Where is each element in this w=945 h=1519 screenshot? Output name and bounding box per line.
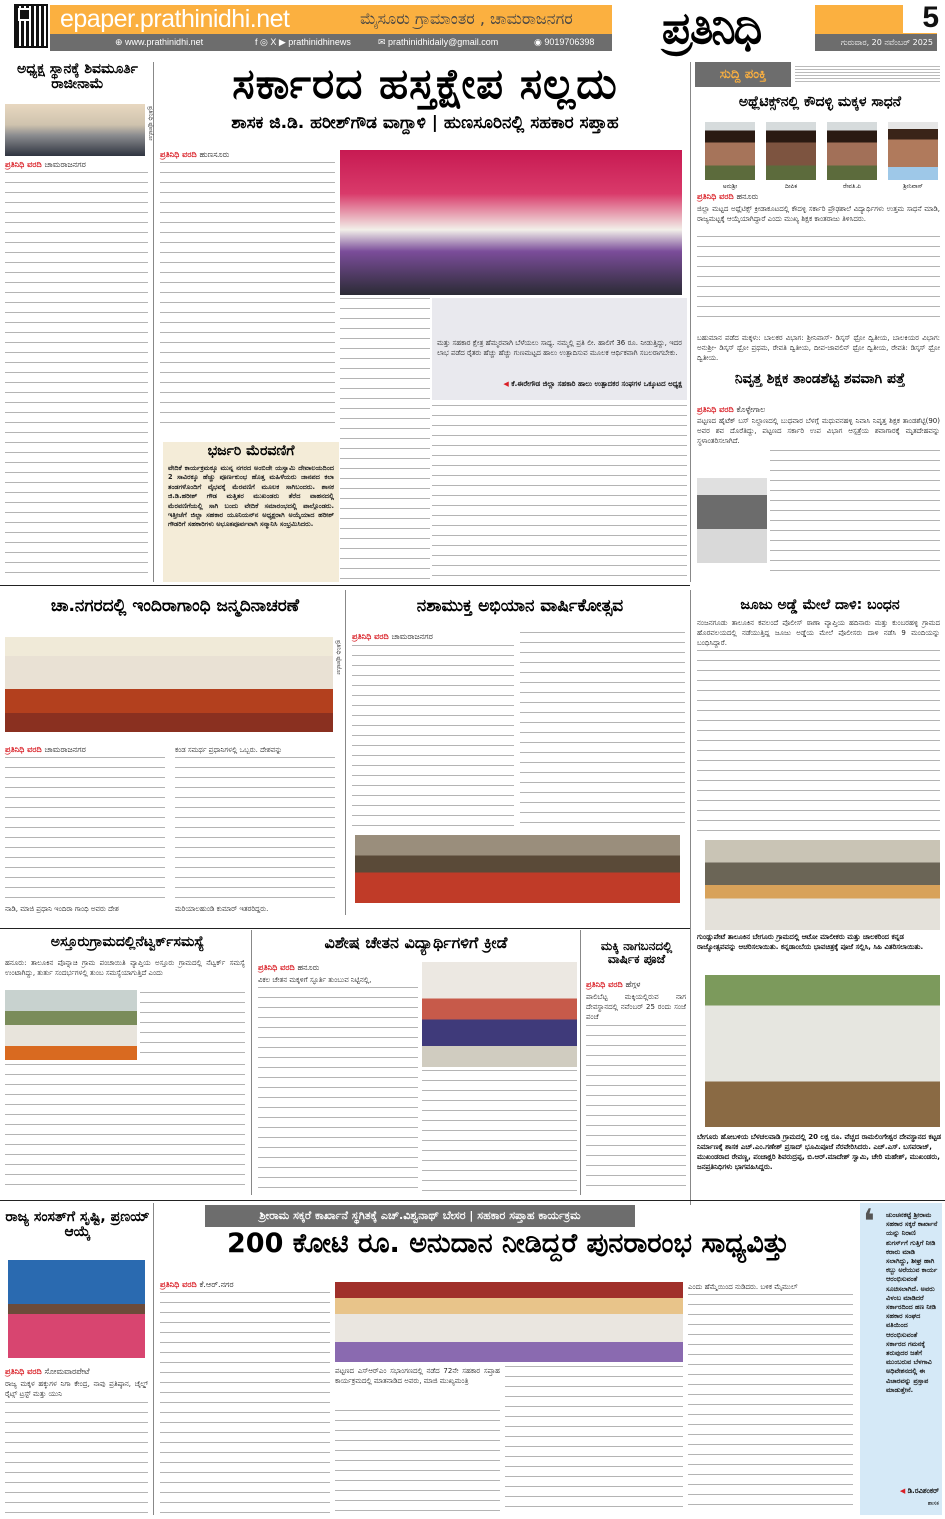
sports-headline[interactable]: ವಿಶೇಷ ಚೇತನ ವಿದ್ಯಾರ್ಥಿಗಳಿಗೆ ಕ್ರೀಡೆ — [324, 933, 508, 952]
sugar-photo — [335, 1282, 683, 1362]
byline-name: ಪ್ರತಿನಿಧಿ ವರದಿ — [5, 160, 42, 169]
sugar-body-col4 — [688, 1294, 853, 1514]
name-caption: ಶ್ರೀನಿವಾಸ್ — [903, 183, 923, 190]
sugar-text: ಪಟ್ಟಣದ ಎಸ್‌ಆರ್‌ಎಂ ಸಭಾಂಗಣದಲ್ಲಿ ನಡೆದ 72ನೇ ಸಹಕಾರ ಸಪ್ತಾಹ ಕಾರ್ಯಕ್ರಮದಲ್ಲಿ ಮಾತನಾಡಿದ ಅವರು, ಮಾಜಿ ಮುಖ್ಯಮಂತ್ರಿ — [335, 1367, 500, 1386]
mp-text: ರಾಜ್ಯ ಮಕ್ಕಳ ಹಕ್ಕುಗಳ ನಿಗಾ ಕೇಂದ್ರ, ನಾವು ಪ್ರತಿಷ್ಠಾನ, ಚೈಲ್ಡ್ ರೈಟ್ಸ್ ಟ್ರಸ್ಟ್ ಮತ್ತು ಯುನಿ — [5, 1380, 148, 1399]
sports-photo — [422, 962, 577, 1067]
name-caption: ರೇವತಿ.ಪಿ — [843, 183, 861, 190]
photo-revathi — [827, 122, 877, 180]
byline-name: ಪ್ರತಿನಿಧಿ ವರದಿ — [586, 980, 623, 989]
mp-photo — [8, 1260, 145, 1358]
sugar-body-col3 — [505, 1366, 683, 1514]
network-headline[interactable]: ಅಸ್ತೂರುಗ್ರಾಮದಲ್ಲಿನೆಟ್ವರ್ಕ್‌ಸಮಸ್ಯೆ — [50, 934, 205, 950]
indira-photo — [5, 637, 333, 732]
byline — [352, 632, 433, 642]
sports-body-col1 — [258, 987, 418, 1192]
kannada-photo — [705, 840, 940, 930]
death-text: ಪಟ್ಟಣದ ಹೈಟೆಕ್ ಬಸ್ ನಿಲ್ದಾಣದಲ್ಲಿ ಬುಧವಾರ ಬೆಳಗ್ಗೆ ಮಧುವನಹಳ್ಳಿ ನಿವಾಸಿ ನಿವೃತ್ತ ಶಿಕ್ಷಕ ತಾಂಡಶೆಟ್ಟಿ(90) ಅವರ ಶವ ದೊರೆತಿದ್ದು, ಪಟ್ಟಣದ ಸರ್ಕಾರಿ ಉಪ ವಿಭಾಗ ಆಸ್ಪತ್ರೆಯ ಶವಾಗಾರಕ್ಕೆ ಮೃತದೇಹವನ್ನು ಸ್ಥಳಾಂತರಿಸಲಾಗಿದೆ. — [697, 417, 940, 446]
column-divider — [580, 930, 581, 1195]
gamble-text: ನಂಜನಗೂಡು ತಾಲೂಕಿನ ಕವಲಂದೆ ಪೊಲೀಸ್ ಠಾಣಾ ವ್ಯಾಪ್ತಿಯ ಹದಿನಾರು ಮತ್ತು ಕುಂಬರಹಳ್ಳಿ ಗ್ರಾಮದ ಹೊರವಲಯದಲ್ಲಿ ನಡೆಯುತ್ತಿದ್ದ ಜೂಜು ಅಡ್ಡೆಯ ಮೇಲೆ ಪೊಲೀಸರು ದಾಳಿ ನಡೆಸಿ 9 ಮಂದಿಯನ್ನು ಬಂಧಿಸಿದ್ದಾರೆ. — [697, 619, 940, 648]
newspaper-logo: ಪ್ರತಿನಿಧಿ — [661, 3, 761, 54]
name-caption: ದೀಪಿಕ — [784, 183, 798, 190]
sugar-body-col2 — [335, 1410, 500, 1514]
photo-deceased — [697, 478, 767, 563]
gamble-headline[interactable]: ಜೂಜು ಅಡ್ಡೆ ಮೇಲೆ ದಾಳಿ: ಬಂಧನ — [740, 597, 900, 613]
dateline: ಚಾಮರಾಜನಗರ — [44, 160, 86, 169]
byline-name: ಪ್ರತಿನಿಧಿ ವರದಿ — [160, 1280, 197, 1289]
dateline: ಹನೂರು — [297, 963, 320, 972]
athletics-text: ಜಿಲ್ಲಾ ಮಟ್ಟದ ಅಥ್ಲೆಟಿಕ್ಸ್ ಕ್ರೀಡಾಕೂಟದಲ್ಲಿ ಕೌದಳ್ಳಿ ಸರ್ಕಾರಿ ಪ್ರೌಢಶಾಲೆ ವಿದ್ಯಾರ್ಥಿಗಳು ಉತ್ತಮ ಸಾಧನೆ ಮಾಡಿ, ರಾಜ್ಯಮಟ್ಟಕ್ಕೆ ಆಯ್ಕೆಯಾಗಿದ್ದಾರೆ ಎಂದು ಮುಖ್ಯ ಶಿಕ್ಷಕ ಕಾಂತರಾಜು ತಿಳಿಸಿದರು. — [697, 205, 940, 224]
story-body — [5, 172, 148, 580]
byline-name: ಪ್ರತಿನಿಧಿ ವರದಿ — [697, 192, 734, 201]
pull-quote-author — [437, 380, 682, 389]
dateline: ಕೊಳ್ಳೇಗಾಲ — [736, 405, 766, 414]
byline-name: ಪ್ರತಿನಿಧಿ ವರದಿ — [697, 405, 734, 414]
dateline: ಹನೂರು — [736, 192, 759, 201]
byline-name: ಪ್ರತಿನಿಧಿ ವರದಿ — [160, 150, 197, 159]
pointer-icon: ◀ — [503, 380, 509, 388]
naga-headline[interactable]: ಮಕ್ಕಿ ನಾಗಬನದಲ್ಲಿ ವಾರ್ಷಿಕ ಪೂಜೆ — [600, 939, 673, 966]
network-body-col — [140, 992, 245, 1062]
dateline: ಹೆಗ್ಗಳ — [625, 980, 641, 989]
athletics-headline[interactable]: ಅಥ್ಲೆಟಿಕ್ಸ್‌ನಲ್ಲಿ ಕೌದಳ್ಳಿ ಮಕ್ಕಳ ಸಾಧನೆ — [738, 94, 902, 110]
byline-name: ಪ್ರತಿನಿಧಿ ವರದಿ — [352, 632, 389, 641]
byline — [586, 980, 640, 990]
byline — [697, 192, 758, 202]
social-handle[interactable]: f ◎ X ▶ prathinidhinews — [255, 37, 351, 47]
byline-name: ಪ್ರತಿನಿಧಿ ವರದಿ — [5, 745, 42, 754]
sugar-text-col4: ಎಂದು ಹೆಮ್ಮೆಯಿಂದ ನುಡಿದರು. ಬಳಿಕ ಮೈಮುಲ್ — [688, 1283, 798, 1291]
death-body — [770, 450, 940, 580]
page-number: 5 — [903, 1, 943, 33]
section-divider — [0, 928, 690, 929]
byline — [258, 963, 319, 973]
indira-end: ನಾಡಿ, ಮಾಜಿ ಪ್ರಧಾನಿ ಇಂದಿರಾ ಗಾಂಧಿ ಅವರು ದೇಶ — [5, 905, 119, 913]
athletics-winners: ಬಹುಮಾನ ಪಡೆದ ಮಕ್ಕಳು: ಬಾಲಕರ ವಿಭಾಗ: ಶ್ರೀನಿವಾಸ್- ಡಿಸ್ಕಸ್ ಥ್ರೋ ದ್ವಿತೀಯ, ಬಾಲಕಿಯರ ವಿಭಾಗ: ಅನುಶ್ರೀ- ಡಿಸ್ಕಸ್ ಥ್ರೋ ಪ್ರಥಮ, ರೇವತಿ ದ್ವಿತೀಯ, ದೀಪ-ಜಾವಲಿನ್ ಥ್ರೋ ದ್ವಿತೀಯ, ರೇವತಿ: ಡಿಸ್ಕಸ್ ಥ್ರೋ ದ್ವಿತೀಯ. — [697, 334, 940, 363]
dateline: ಹುಣಸೂರು — [199, 150, 230, 159]
temple-photo — [705, 975, 940, 1127]
side-quote-role: ಶಾಸಕ — [927, 1500, 939, 1507]
athletics-body — [697, 236, 940, 326]
network-body — [5, 1064, 245, 1192]
side-quote-text: ಚುಂಚನಕಟ್ಟೆ ಶ್ರೀರಾಮ ಸಹಕಾರ ಸಕ್ಕರೆ ಕಾರ್ಖಾನೆ ಯನ್ನು ನಿರಾಣಿ ಶುಗರ್ಸ್‌ಗೆ ಗುತ್ತಿಗೆ ನೀಡಿ ಕರಾರು ಮಾಡಿ ಸಲಾಗಿದ್ದು, ಶೀಘ್ರ ಹಾಗಿ ಕಬ್ಬು ಅರೆಯುವ ಕಾರ್ಯ ಆರಂಭಿಸುವಂತೆ ಸೂಚಿಸಲಾಗಿದೆ. ಅವರು ವಿಳಂಬ ಮಾಡಿದರೆ ಸರ್ಕಾರದಿಂದ ಹಣ ನೀಡಿ ಸಹಕಾರ ಸಂಘದ ವತಿಯಿಂದ ಆರಂಭಿಸುವಂತೆ ಸರ್ಕಾರದ ಗಮನಕ್ಕೆ ತರುವುದರ ಜತೆಗೆ ಮುಂಬರುವ ಬೆಳಗಾವಿ ಅಧಿವೇಶನದಲ್ಲಿ ಈ ವಿಚಾರವನ್ನು ಪ್ರಸ್ತಾಪ ಮಾಡುತ್ತೇನೆ. — [886, 1211, 938, 1394]
sports-body-col2 — [422, 1070, 577, 1192]
pointer-icon: ◀ — [899, 1487, 906, 1495]
column-divider — [690, 590, 691, 1205]
drug-body-col1 — [352, 645, 514, 830]
mp-headline[interactable]: ರಾಜ್ಯ ಸಂಸತ್‌ಗೆ ಸೃಷ್ಟಿ, ಪ್ರಣಯ್ ಆಯ್ಕೆ — [5, 1209, 150, 1240]
dateline: ಸೋಮವಾರಪೇಟೆ — [44, 1367, 90, 1376]
sports-text: ವಿಕಲ ಚೇತನ ಮಕ್ಕಳಿಗೆ ಸ್ಫೂರ್ತಿ ತುಂಬುವ ನಿಟ್ಟಿನಲ್ಲಿ, — [258, 976, 372, 984]
edition-label: ಮೈಸೂರು ಗ್ರಾಮಾಂತರ , ಚಾಮರಾಜನಗರ — [360, 9, 573, 28]
photo-resignation — [5, 104, 145, 156]
network-photo — [5, 990, 137, 1060]
section-tag-label: ಸುದ್ದಿ ಪಂಕ್ತಿ — [719, 67, 767, 82]
section-divider — [0, 1200, 945, 1201]
byline-name: ಪ್ರತಿನಿಧಿ ವರದಿ — [258, 963, 295, 972]
photo-deepika — [766, 122, 816, 180]
mp-body — [5, 1402, 148, 1514]
email-link[interactable]: ✉ prathinidhidaily@gmail.com — [378, 37, 499, 47]
drug-body-col2 — [520, 632, 685, 830]
gamble-body — [697, 650, 940, 835]
photo-srinivas — [888, 122, 938, 180]
pull-quote-box — [432, 298, 687, 400]
author-name: ಡಿ.ರವಿಶಂಕರ್ — [907, 1487, 939, 1495]
side-quote-box — [860, 1203, 942, 1515]
side-quote-author — [864, 1487, 939, 1496]
column-divider — [153, 1203, 154, 1515]
lead-photo — [340, 150, 682, 295]
author-name: ಕೆ.ಈರೇಗೌಡ ಜಿಲ್ಲಾ ಸಹಕಾರಿ ಹಾಲು ಉತ್ಪಾದಕರ ಸಂಘಗಳ ಒಕ್ಕೂಟದ ಅಧ್ಯಕ್ಷ — [511, 380, 682, 388]
byline — [5, 1367, 90, 1377]
byline — [5, 745, 86, 755]
indira-body-col2 — [175, 757, 335, 901]
column-divider — [251, 930, 252, 1195]
lead-subhead: ಶಾಸಕ ಜಿ.ಡಿ. ಹರೀಶ್‌ಗೌಡ ವಾಗ್ದಾಳಿ | ಹುಣಸೂರಿನಲ್ಲಿ ಸಹಕಾರ ಸಪ್ತಾಹ — [231, 113, 619, 133]
lead-body-col3 — [432, 405, 687, 580]
byline — [160, 1280, 234, 1290]
phone-number: ◉ 9019706398 — [534, 37, 595, 47]
photo-credit: ಪ್ರತಿನಿಧಿ ಫೋಟೋ — [335, 640, 342, 675]
lead-headline[interactable]: ಸರ್ಕಾರದ ಹಸ್ತಕ್ಷೇಪ ಸಲ್ಲದು — [232, 59, 618, 108]
network-text: ಹನೂರು: ತಾಲೂಕಿನ ಪೊನ್ನಾಚಿ ಗ್ರಾಮ ಪಂಚಾಯಿತಿ ವ್ಯಾಪ್ತಿಯ ಅಸ್ತೂರು ಗ್ರಾಮದಲ್ಲಿ ನೆಟ್ವರ್ಕ್ ಸಮಸ್ಯೆ ಉಂಟಾಗಿದ್ದು, ತುರ್ತು ಸಂದರ್ಭಗಳಲ್ಲಿ ತುಂಬ ಸಮಸ್ಯೆಯಾಗುತ್ತಿದೆ ಎಂದು — [5, 959, 245, 978]
photo-credit: ಪ್ರತಿನಿಧಿ ಫೋಟೋ — [147, 106, 154, 141]
sugar-headline[interactable]: 200 ಕೋಟಿ ರೂ. ಅನುದಾನ ನೀಡಿದ್ದರೆ ಪುನರಾರಂಭ ಸಾಧ್ಯವಿತ್ತು — [227, 1228, 789, 1259]
lead-body-col2 — [340, 298, 430, 580]
indira-end: ಮರಿಯಾಲಹುಂಡಿ ಕುಮಾರ್ ಇತರರಿದ್ದರು. — [175, 905, 269, 913]
lead-body-col1 — [160, 162, 335, 432]
byline — [5, 160, 86, 170]
naga-text: ಪಾಲಿಬೆಟ್ಟ ಮಕ್ಕಿಯಲ್ಲಿರುವ ನಾಗ ದೇವಸ್ಥಾನದಲ್ಲಿ ನವೆಂಬರ್ 25 ರಂದು ಸಂಜೆ ಪಂಚೆ — [586, 993, 686, 1022]
byline — [697, 405, 765, 415]
procession-box — [163, 442, 339, 582]
section-divider — [0, 585, 690, 586]
pull-quote-text: ಮತ್ತು ಸಹಕಾರ ಕ್ಷೇತ್ರ ಹೆಮ್ಮರವಾಗಿ ಬೆಳೆಯಲು ಸಾಧ್ಯ. ನಮ್ಮಲ್ಲಿ ಪ್ರತಿ ಲೀ. ಹಾಲಿಗೆ 36 ರೂ. ನೀಡುತ್ತಿದ್ದು, ಇದರ ಲಾಭ ಪಡೆದ ರೈತರು ಹೆಚ್ಚು ಹೆಚ್ಚು ಗುಣಮಟ್ಟದ ಹಾಲು ಉತ್ಪಾದಿಸುವ ಮೂಲಕ ಆರ್ಥಿಕವಾಗಿ ಸಬಲರಾಗಬೇಕು. — [437, 339, 682, 358]
drug-headline[interactable]: ನಶಾಮುಕ್ತ ಅಭಿಯಾನ ವಾರ್ಷಿಕೋತ್ಸವ — [416, 596, 624, 616]
byline-name: ಪ್ರತಿನಿಧಿ ವರದಿ — [5, 1367, 42, 1376]
kicker-bar — [205, 1205, 635, 1227]
indira-body-col1 — [5, 757, 165, 901]
quote-mark-icon: ❛ — [863, 1202, 875, 1242]
death-headline[interactable]: ನಿವೃತ್ತ ಶಿಕ್ಷಕ ತಾಂಡಶೆಟ್ಟಿ ಶವವಾಗಿ ಪತ್ತೆ — [734, 371, 906, 387]
dateline: ಕೆ.ಆರ್.ನಗರ — [199, 1280, 234, 1289]
headline-resignation[interactable]: ಅಧ್ಯಕ್ಷ ಸ್ಥಾನಕ್ಕೆ ಶಿವಮೂರ್ತಿ ರಾಜೀನಾಮೆ — [17, 61, 138, 92]
decorative-rule — [795, 66, 940, 83]
photo-anushree — [705, 122, 755, 180]
site-url[interactable]: epaper.prathinidhi.net — [60, 5, 290, 33]
naga-body — [586, 1025, 686, 1192]
qr-code-icon[interactable] — [14, 4, 48, 48]
kannada-caption: ಗುಂಡ್ಲುಪೇಟೆ ತಾಲೂಕಿನ ಬೇಗೂರು ಗ್ರಾಮದಲ್ಲಿ ಆಟೋ ಮಾಲೀಕರು ಮತ್ತು ಚಾಲಕರಿಂದ ಕನ್ನಡ ರಾಜ್ಯೋತ್ಸವವನ್ನು ಆಚರಿಸಲಾಯಿತು. ಕನ್ನಡಾಂಬೆಯ ಭಾವಚಿತ್ರಕ್ಕೆ ಪೂಜೆ ಸಲ್ಲಿಸಿ, ಸಿಹಿ ವಿತರಿಸಲಾಯಿತು. — [697, 933, 924, 951]
indira-headline[interactable]: ಚಾ.ನಗರದಲ್ಲಿ ಇಂದಿರಾಗಾಂಧಿ ಜನ್ಮದಿನಾಚರಣೆ — [50, 596, 300, 616]
column-divider — [690, 62, 691, 582]
procession-text: ವೇದಿಕೆ ಕಾರ್ಯಕ್ರಮಕ್ಕೂ ಮುನ್ನ ನಗರದ ಅಂಬಿಜೇ ಯಸ್ವಾಮಿ ದೇವಾಲಯದಿಂದ 2 ಸಾವಿರಕ್ಕೂ ಹೆಚ್ಚು ಪೂರ್ಣಕುಂಭ ಹೊತ್ತ ಮಹಿಳೆಯರು ಜಾನಪದ ಕಲಾ ತಂಡಗಳೊಂದಿಗೆ ವೈಭವಕ್ಕೆ ಮೆರವಣಿಗೆ ಮೂಲಕ ಸಾಗಿಬಂದರು. ಶಾಸಕ ಜಿ.ಡಿ.ಹರೀಶ್ ಗೌಡ ಮತ್ತಿತರ ಮುಖಂಡರು ತೆರೆದ ವಾಹನದಲ್ಲಿ ಮೆರವಣಿಗೆಯಲ್ಲಿ ಸಾಗಿ ಬಂದು ವೇದಿಕೆ ಸಮಾರಂಭದಲ್ಲಿ ಪಾಲ್ಗೊಂಡರು. ಇತ್ತೀಚೆಗೆ ಜಿಲ್ಲಾ ಸಹಕಾರ ಯೂನಿಯನ್‌ನ ಅಧ್ಯಕ್ಷರಾಗಿ ಅಯ್ಕೆಯಾದ ಹರೀಶ್ ಗೌಡರಿಗೆ ಸಹಕಾರಿಗಳು ಅಭೂತಪೂರ್ವವಾಗಿ ಸನ್ಮಾನಿಸಿ ಸಂಭ್ರಮಿಸಿದರು. — [168, 464, 334, 529]
section-tag — [695, 62, 791, 87]
column-divider — [345, 590, 346, 915]
temple-caption: ಬೇಗೂರು ಹೋಬಳಿಯ ಬೆಳಚಲವಾಡಿ ಗ್ರಾಮದಲ್ಲಿ 20 ಲಕ್ಷ ರೂ. ವೆಚ್ಚದ ರಾಮಲಿಂಗೇಶ್ವರ ದೇವಸ್ಥಾನದ ಕಟ್ಟಡ ನಿರ್ಮಾಣಕ್ಕೆ ಶಾಸಕ ಎಚ್.ಎಂ.ಗಣೇಶ್ ಪ್ರಸಾದ್ ಭೂಮಿಪೂಜೆ ನೆರವೇರಿಸಿದರು. ಎಚ್.ಎಸ್. ಬಸವರಾಜ್, ಮುಖಂಡರಾದ ರೇವಣ್ಣ, ಪಂಚಾಕ್ಷರಿ ಶಿವರುದ್ರಪ್ಪ, ಬಿ.ಆರ್.ಮಾದೇಶ್ ಸ್ವಾಮಿ, ಚೇರಿ ಮಹೇಶ್, ಮುಖಂಡರು, ಜನಪ್ರತಿನಿಧಿಗಳು ಭಾಗವಹಿಸಿದ್ದರು. — [697, 1133, 942, 1171]
website-link[interactable]: ⊕ www.prathinidhi.net — [115, 37, 204, 47]
sugar-body-col1 — [160, 1292, 330, 1514]
sugar-kicker: ಶ್ರೀರಾಮ ಸಕ್ಕರೆ ಕಾರ್ಖಾನೆ ಸ್ಥಗಿತಕ್ಕೆ ಎಚ್.ವಿಶ್ವನಾಥ್ ಬೇಸರ | ಸಹಕಾರ ಸಪ್ತಾಹ ಕಾರ್ಯಕ್ರಮ — [259, 1209, 581, 1222]
byline — [160, 150, 229, 160]
drug-photo — [355, 835, 680, 903]
indira-text: ಕಂಡ ಸಮರ್ಥ ಪ್ರಧಾನಿಗಳಲ್ಲಿ ಒಬ್ಬರು. ದೇಶವನ್ನು — [175, 746, 283, 754]
dateline: ಚಾಮರಾಜನಗರ — [44, 745, 86, 754]
dateline: ಚಾಮರಾಜನಗರ — [391, 632, 433, 641]
name-caption: ಅನುಶ್ರೀ — [722, 183, 738, 190]
procession-title: ಭರ್ಜರಿ ಮೆರವಣಿಗೆ — [207, 443, 295, 459]
issue-date: ಗುರುವಾರ, 20 ನವೆಂಬರ್ 2025 — [815, 34, 937, 51]
